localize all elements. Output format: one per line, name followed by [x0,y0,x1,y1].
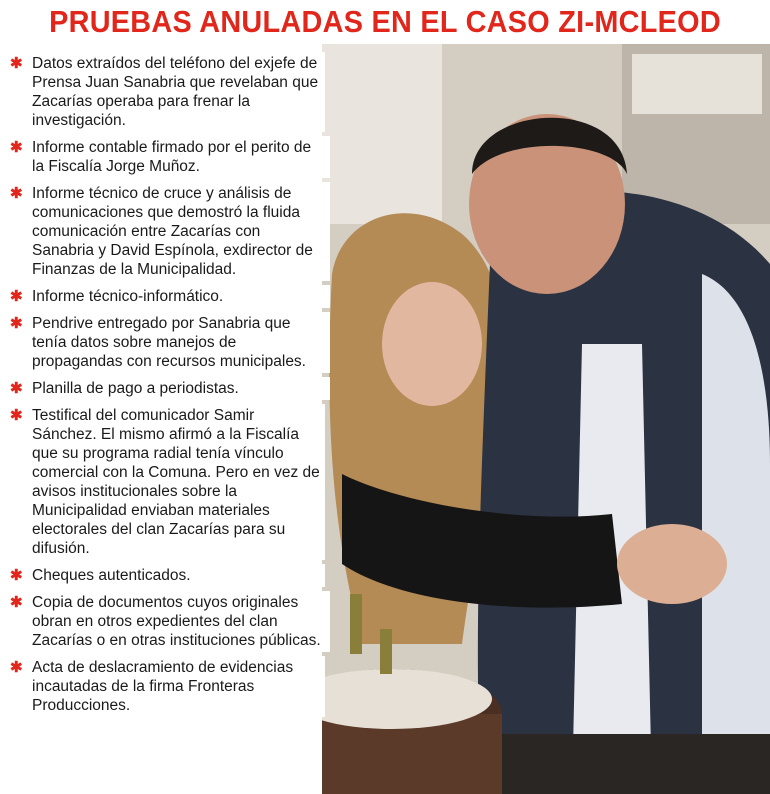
headline: PRUEBAS ANULADAS EN EL CASO ZI-MCLEOD [49,4,721,39]
photo-illustration [322,44,770,794]
list-item [0,591,330,652]
list-item-text: Informe contable firmado por el perito de la Fiscalía Jorge Muñoz. [32,139,312,175]
evidence-list [0,52,332,721]
asterisk-icon: ✱ [10,139,23,156]
list-item [0,564,325,587]
list-item-text: Acta de deslacramiento de evidencias incautadas de la firma Fronteras Producciones. [32,659,294,714]
list-item-text: Testifical del comunicador Samir Sánchez. El mismo afirmó a la Fiscalía que su programa radial tenía vínculo comercial con la Comuna. Pero en vez de avisos institucionales sobre la Municipalidad enviaban materiales electorales del clan Zacarías para su difusión. [32,407,320,557]
asterisk-icon: ✱ [10,594,23,611]
list-item [0,377,330,400]
asterisk-icon: ✱ [10,380,23,397]
asterisk-icon: ✱ [10,567,23,584]
list-item [0,182,330,281]
list-item [0,52,325,132]
list-item-text: Planilla de pago a periodistas. [32,380,239,397]
list-item [0,656,325,717]
list-item-text: Informe técnico de cruce y análisis de comunicaciones que demostró la fluida comunicación entre Zacarías con Sanabria y David Espínola, exdirector de Finanzas de la Municipalidad. [32,185,313,278]
list-item [0,285,330,308]
list-item-text: Informe técnico-informático. [32,288,224,305]
list-item-text: Copia de documentos cuyos originales obran en otros expedientes del clan Zacarías o en otras instituciones públicas. [32,594,321,649]
asterisk-icon: ✱ [10,407,23,424]
list-item-text: Cheques autenticados. [32,567,191,584]
asterisk-icon: ✱ [10,185,23,202]
list-item-text: Pendrive entregado por Sanabria que tenía datos sobre manejos de propagandas con recursos municipales. [32,315,306,370]
asterisk-icon: ✱ [10,659,23,676]
asterisk-icon: ✱ [10,315,23,332]
list-item [0,404,325,560]
asterisk-icon: ✱ [10,55,23,72]
list-item [0,312,330,373]
asterisk-icon: ✱ [10,288,23,305]
couple-photo [322,44,770,794]
list-item [0,136,330,178]
list-item-text: Datos extraídos del teléfono del exjefe de Prensa Juan Sanabria que revelaban que Zacarías operaba para frenar la investigación. [32,55,319,129]
